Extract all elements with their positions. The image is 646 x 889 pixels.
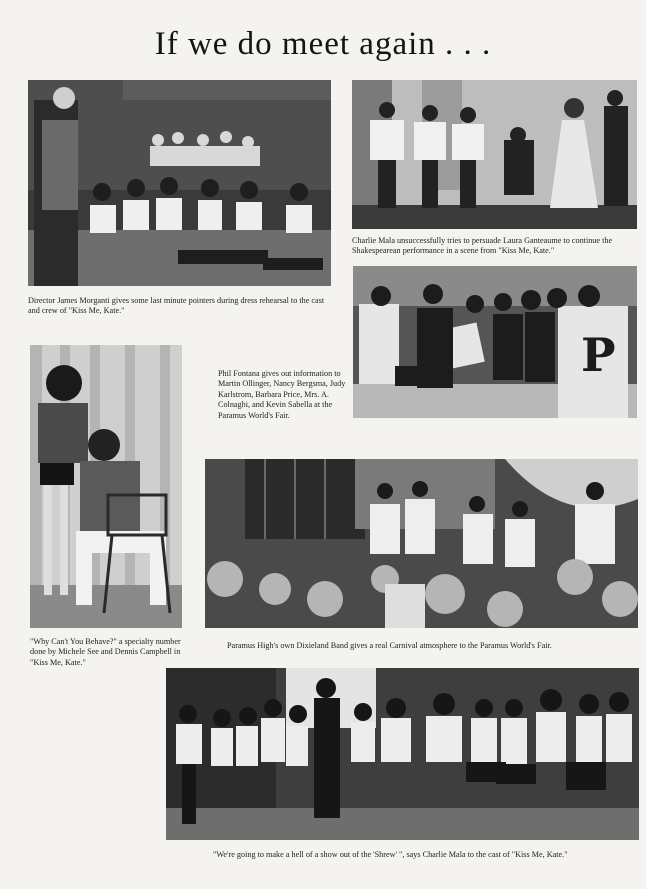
stage-scene-caption: Charlie Mala unsuccessfully tries to persuade Laura Ganteaume to continue the Shakespearean performance in a scene from "Kiss Me, Kate." [352,236,613,256]
stage-scene-photo [352,80,637,229]
cast-group-caption: "We're going to make a hell of a show out of the 'Shrew' ", says Charlie Mala to the cast of "Kiss Me, Kate." [213,850,568,859]
specialty-number-photo [30,345,182,628]
specialty-number-caption: "Why Can't You Behave?" a specialty number done by Michele See and Dennis Campbell in "Kiss Me, Kate." [30,637,181,667]
rehearsal-photo [28,80,331,286]
cast-group-photo [166,668,639,840]
dixieland-band-photo [205,459,638,628]
dixieland-band-caption: Paramus High's own Dixieland Band gives a real Carnival atmosphere to the Paramus World's Fair. [227,641,552,650]
worlds-fair-info-caption: Phil Fontana gives out information to Martin Ollinger, Nancy Bergsma, Judy Karlstrom, Barbara Price, Mrs. A. Colnaghi, and Kevin Sabella at the Paramus World's Fair. [218,369,346,420]
worlds-fair-info-photo [353,266,637,418]
rehearsal-caption: Director James Morganti gives some last minute pointers during dress rehearsal to the cast and crew of "Kiss Me, Kate." [28,296,325,316]
svg-text:P: P [581,328,616,382]
page-title: If we do meet again . . . [154,26,492,62]
